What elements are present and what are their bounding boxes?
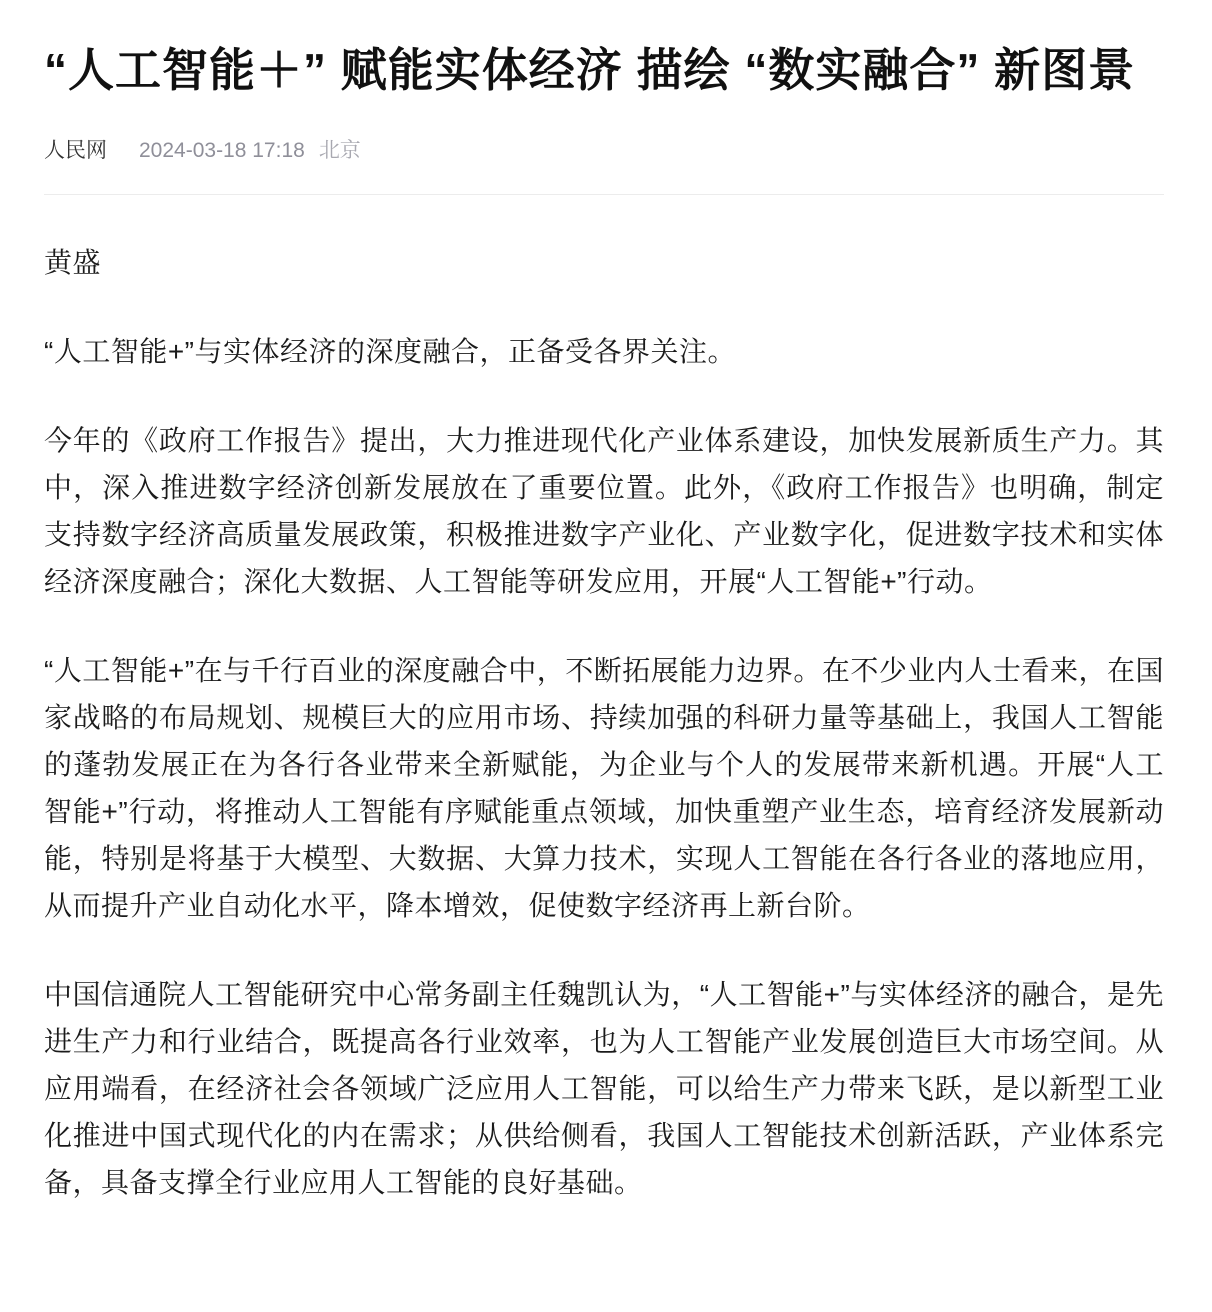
article-paragraph: “人工智能+”在与千行百业的深度融合中，不断拓展能力边界。在不少业内人士看来，在国家战略的布局规划、规模巨大的应用市场、持续加强的科研力量等基础上，我国人工智能的蓬勃发展正在为各行各业带来全新赋能，为企业与个人的发展带来新机遇。开展“人工智能+”行动，将推动人工智能有序赋能重点领域，加快重塑产业生态，培育经济发展新动能，特别是将基于大模型、大数据、大算力技术，实现人工智能在各行各业的落地应用，从而提升产业自动化水平，降本增效，促使数字经济再上新台阶。 bbox=[44, 655, 1164, 921]
publish-datetime: 2024-03-18 17:18 bbox=[139, 139, 305, 162]
article-title: “人工智能＋” 赋能实体经济 描绘 “数实融合” 新图景 bbox=[44, 44, 1136, 96]
article-paragraph: “人工智能+”与实体经济的深度融合，正备受各界关注。 bbox=[44, 336, 737, 367]
meta-divider bbox=[44, 194, 1164, 195]
article-paragraph: 今年的《政府工作报告》提出，大力推进现代化产业体系建设，加快发展新质生产力。其中，深入推进数字经济创新发展放在了重要位置。此外，《政府工作报告》也明确，制定支持数字经济高质量发展政策，积极推进数字产业化、产业数字化，促进数字技术和实体经济深度融合；深化大数据、人工智能等研发应用，开展“人工智能+”行动。 bbox=[44, 425, 1164, 597]
article-body bbox=[44, 239, 1164, 1206]
source-name: 人民网 bbox=[44, 139, 107, 162]
author-name: 黄盛 bbox=[44, 247, 102, 278]
article-paragraph: 中国信通院人工智能研究中心常务副主任魏凯认为，“人工智能+”与实体经济的融合，是先进生产力和行业结合，既提高各行业效率，也为人工智能产业发展创造巨大市场空间。从应用端看，在经济社会各领域广泛应用人工智能，可以给生产力带来飞跃，是以新型工业化推进中国式现代化的内在需求；从供给侧看，我国人工智能技术创新活跃，产业体系完备，具备支撑全行业应用人工智能的良好基础。 bbox=[44, 979, 1164, 1198]
publish-location: 北京 bbox=[318, 139, 361, 162]
article-meta bbox=[44, 136, 1164, 166]
